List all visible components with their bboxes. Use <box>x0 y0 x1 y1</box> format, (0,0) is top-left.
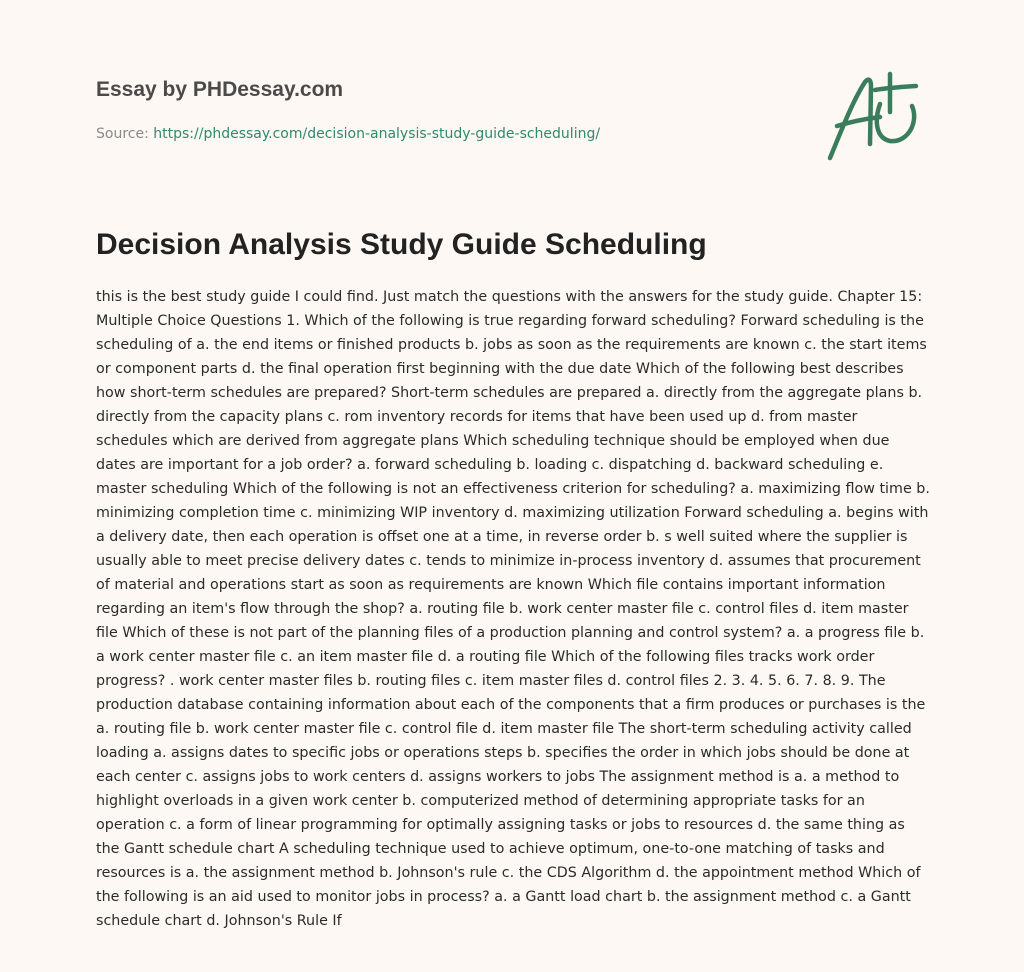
source-line <box>96 124 796 144</box>
a-plus-logo-icon <box>820 66 930 166</box>
site-title: Essay by PHDessay.com <box>96 78 344 101</box>
source-link[interactable]: https://phdessay.com/decision-analysis-study-guide-scheduling/ <box>153 126 601 142</box>
document-title: Decision Analysis Study Guide Scheduling <box>96 228 707 261</box>
document-body: this is the best study guide I could find. Just match the questions with the answers for the study guide. Chapter 15: Multiple Choice Questions 1. Which of the following is true regarding forward scheduling? Forward scheduling is the scheduling of a. the end items or finished products b. jobs as soon as the requirements are known c. the start items or component parts d. the final operation first beginning with the due date Which of the following best describes how short-term schedules are prepared? Short-term schedules are prepared a. directly from the aggregate plans b. directly from the capacity plans c. rom inventory records for items that have been used up d. from master schedules which are derived from aggregate plans Which scheduling technique should be employed when due dates are important for a job order? a. forward scheduling b. loading c. dispatching d. backward scheduling e. master scheduling Which of the following is not an effectiveness criterion for scheduling? a. maximizing flow time b. minimizing completion time c. minimizing WIP inventory d. maximizing utilization Forward scheduling a. begins with a delivery date, then each operation is offset one at a time, in reverse order b. s well suited where the supplier is usually able to meet precise delivery dates c. tends to minimize in-process inventory d. assumes that procurement of material and operations start as soon as requirements are known Which file contains important information regarding an item's flow through the shop? a. routing file b. work center master file c. control files d. item master file Which of these is not part of the planning files of a production planning and control system? a. a progress file b. a work center master file c. an item master file d. a routing file Which of the following files tracks work order progress? . work center master files b. routing files c. item master files d. control files 2. 3. 4. 5. 6. 7. 8. 9. The production database containing information about each of the components that a firm produces or purchases is the a. routing file b. work center master file c. control file d. item master file The short-term scheduling activity called loading a. assigns dates to specific jobs or operations steps b. specifies the order in which jobs should be done at each center c. assigns jobs to work centers d. assigns workers to jobs The assignment method is a. a method to highlight overloads in a given work center b. computerized method of determining appropriate tasks for an operation c. a form of linear programming for optimally assigning tasks or jobs to resources d. the same thing as the Gantt schedule chart A scheduling technique used to achieve optimum, one-to-one matching of tasks and resources is a. the assignment method b. Johnson's rule c. the CDS Algorithm d. the appointment method Which of the following is an aid used to monitor jobs in process? a. a Gantt load chart b. the assignment method c. a Gantt schedule chart d. Johnson's Rule If <box>96 289 930 929</box>
source-label: Source: <box>96 126 149 142</box>
header <box>96 76 796 144</box>
